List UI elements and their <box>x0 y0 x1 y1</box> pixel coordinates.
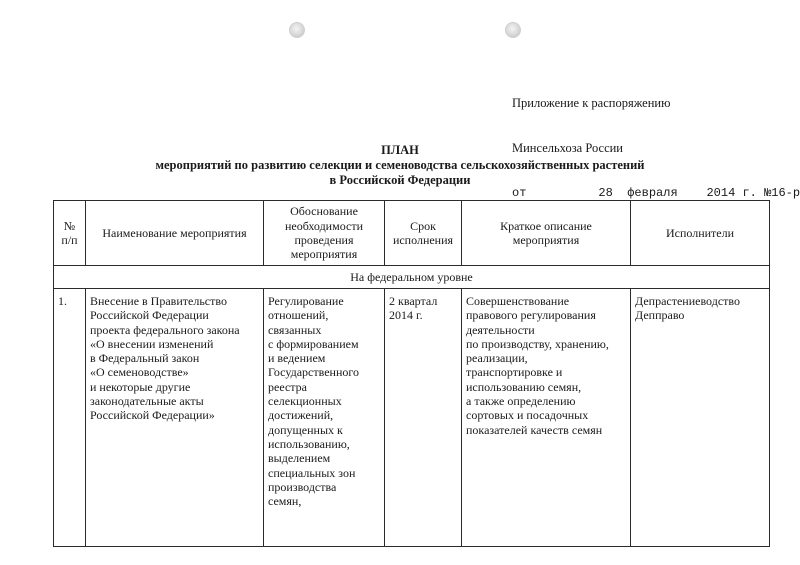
column-header-description: Краткое описание мероприятия <box>462 201 631 266</box>
punch-hole-right <box>505 22 521 38</box>
punch-hole-left <box>289 22 305 38</box>
cell-executors: Депрастениеводство Депправо <box>631 289 770 547</box>
cell-number: 1. <box>54 289 86 547</box>
appendix-date-line <box>512 186 800 201</box>
date-day: 28 <box>598 186 613 200</box>
cell-description: Совершенствование правового регулирования деятельности по производству, хранению, реализации, транспортировке и использованию семян, а также определению сортовых и посадочных показателей качеств семян <box>462 289 631 547</box>
appendix-header <box>512 66 800 216</box>
column-header-deadline: Срок исполнения <box>385 201 462 266</box>
section-row <box>54 266 770 289</box>
table-header-row <box>54 201 770 266</box>
column-header-name: Наименование мероприятия <box>86 201 264 266</box>
appendix-line-1: Приложение к распоряжению <box>512 96 671 110</box>
table-row <box>54 289 770 547</box>
column-header-justification: Обоснование необходимости проведения мероприятия <box>264 201 385 266</box>
title-line-3: в Российской Федерации <box>329 173 471 187</box>
cell-justification: Регулирование отношений, связанных с формированием и ведением Государственного реестра селекционных достижений, допущенных к использованию, выделением специальных зон производства семян, <box>264 289 385 547</box>
appendix-line-2: Минсельхоза России <box>512 141 623 155</box>
plan-table <box>53 200 770 547</box>
date-month: февраля <box>627 186 678 200</box>
cell-deadline: 2 квартал 2014 г. <box>385 289 462 547</box>
title-line-2: мероприятий по развитию селекции и семеноводства сельскохозяйственных растений <box>155 158 645 172</box>
date-year-number: 2014 г. №16-р <box>706 186 800 200</box>
section-label: На федеральном уровне <box>54 266 770 289</box>
column-header-executors: Исполнители <box>631 201 770 266</box>
column-header-number: № п/п <box>54 201 86 266</box>
title-line-1: ПЛАН <box>381 143 419 157</box>
date-prefix: от <box>512 186 527 200</box>
document-title <box>100 143 700 188</box>
cell-name: Внесение в Правительство Российской Федерации проекта федерального закона «О внесении изменений в Федеральный закон «О семеноводстве» и некоторые другие законодательные акты Российской Федерации» <box>86 289 264 547</box>
